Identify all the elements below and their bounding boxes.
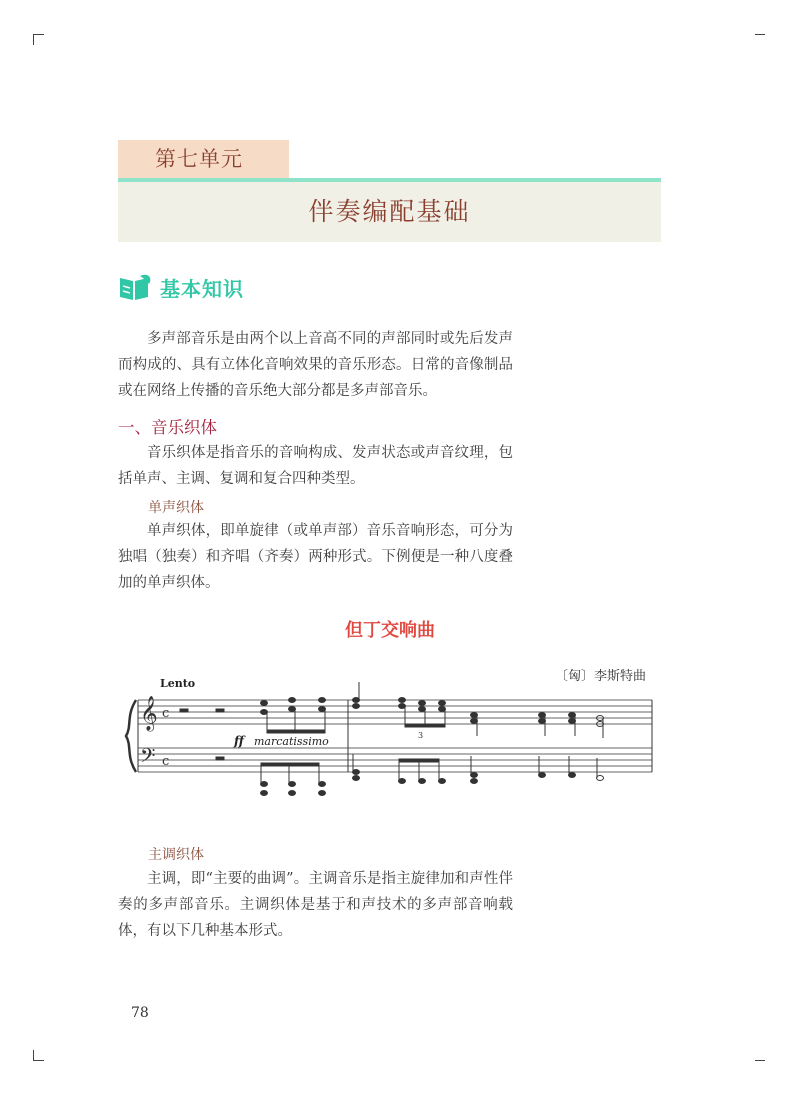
triplet-mark: 3 [418,731,424,740]
heading-mono: 单声织体 [148,500,204,516]
heading-homo: 主调织体 [148,847,204,863]
unit-title: 伴奏编配基础 [118,182,661,242]
tempo-mark: Lento [160,677,196,690]
bass-staff [138,748,652,772]
crop-mark-bottom-right [755,1060,765,1061]
page-number: 78 [131,1005,149,1021]
score-title: 但丁交响曲 [345,620,435,641]
bass-clef: 𝄢 [140,744,156,772]
mono-paragraph: 单声织体，即单旋律（或单声部）音乐音响形态，可分为独唱（独奏）和齐唱（齐奏）两种形式。下例便是一种八度叠加的单声织体。 [118,523,513,591]
texture-paragraph: 音乐织体是指音乐的音响构成、发声状态或声音纹理，包括单声、主调、复调和复合四种类型。 [118,445,513,487]
unit-number: 第七单元 [118,140,289,178]
crop-mark-top-right [755,34,765,35]
treble-clef: 𝄞 [140,696,158,731]
expression-mark: marcatissimo [254,735,329,748]
treble-notes [180,682,604,738]
intro-paragraph: 多声部音乐是由两个以上音高不同的声部同时或先后发声而构成的、具有立体化音响效果的音乐形态。日常的音像制品或在网络上传播的音乐绝大部分都是多声部音乐。 [118,331,513,399]
time-signature: c [162,706,170,721]
score-composer: 〔匈〕李斯特曲 [555,669,647,684]
crop-mark-bottom-left [33,1050,44,1061]
section-title: 基本知识 [160,276,244,301]
dynamic-mark: ff [234,734,244,748]
heading-texture: 一、音乐织体 [118,418,217,437]
section-header [118,270,244,304]
svg-text:c: c [162,754,170,769]
brace [126,700,136,772]
book-leaf-icon [118,272,154,302]
homo-paragraph: 主调，即“主要的曲调”。主调音乐是指主旋律加和声性伴奏的多声部音乐。主调织体是基于和声技术的多声部音响载体，有以下几种基本形式。 [118,871,513,939]
crop-mark-top-left [33,34,44,45]
music-score [118,676,658,816]
